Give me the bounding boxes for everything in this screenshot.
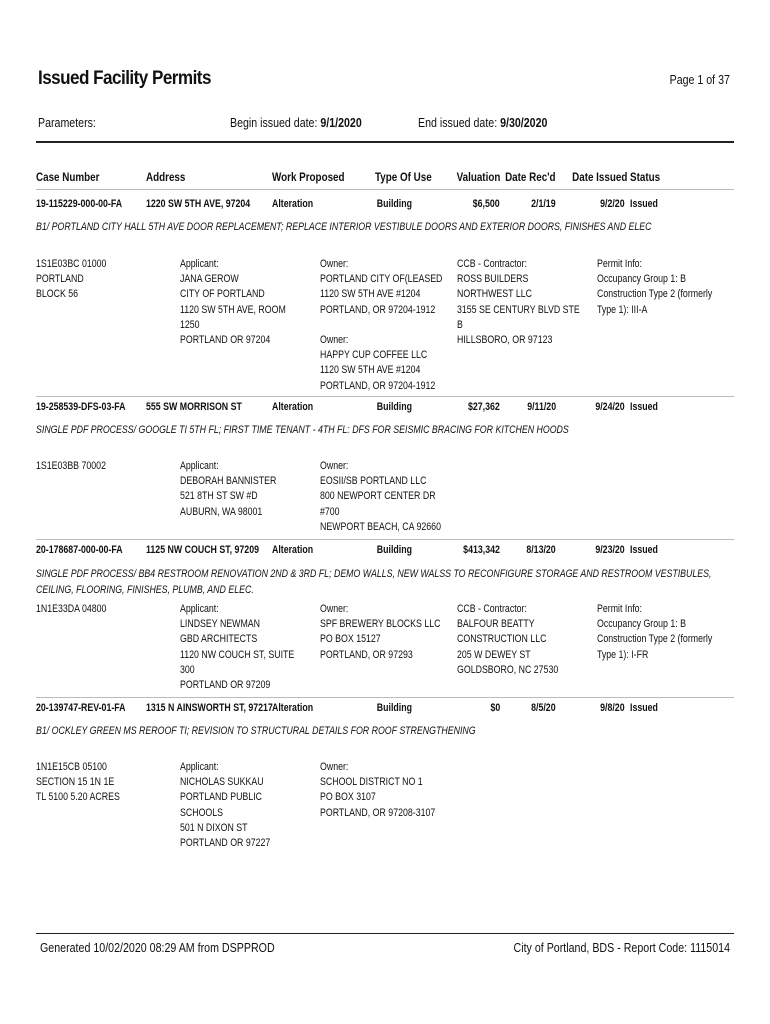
property-line: 1N1E33DA 04800: [36, 603, 107, 615]
contractor-line: ROSS BUILDERS: [457, 273, 529, 286]
owner-info: [320, 760, 435, 821]
applicant-line: Applicant:: [180, 761, 219, 773]
header-rule: [36, 141, 734, 143]
end-date-label: End issued date:: [418, 116, 498, 130]
col-case-number: Case Number: [36, 170, 100, 184]
owner-line: SCHOOL DISTRICT NO 1: [320, 776, 423, 789]
permit-description: SINGLE PDF PROCESS/ GOOGLE TI 5TH FL; FIRST TIME TENANT - 4TH FL: DFS FOR SEISMIC BRACING FOR KITCHEN HOODS: [36, 424, 569, 436]
owner-line: PORTLAND, OR 97208-3107: [320, 806, 436, 819]
owner-line: EOSII/SB PORTLAND LLC: [320, 475, 427, 488]
work-proposed: Alteration: [272, 198, 314, 210]
page-number: Page 1 of 37: [669, 73, 730, 87]
report-source: City of Portland, BDS - Report Code: 1115014: [513, 940, 730, 955]
property-line: TL 5100 5.20 ACRES: [36, 791, 120, 804]
case-number: 19-258539-DFS-03-FA: [36, 401, 126, 413]
owner-line: Owner:: [320, 761, 349, 773]
applicant-line: 300: [180, 663, 195, 676]
applicant-line: Applicant:: [180, 258, 219, 270]
valuation: $0: [490, 702, 500, 714]
owner-line: PO BOX 15127: [320, 633, 381, 646]
permit-info-line: Construction Type 2 (formerly: [597, 633, 713, 646]
owner-line: #700: [320, 505, 340, 518]
applicant-line: CITY OF PORTLAND: [180, 288, 265, 301]
begin-date-label: Begin issued date:: [230, 116, 318, 130]
owner-spacer: [320, 318, 442, 333]
applicant-line: GBD ARCHITECTS: [180, 633, 258, 646]
type-of-use: Building: [376, 544, 412, 556]
date-received: 2/1/19: [531, 198, 556, 210]
footer-rule: [36, 933, 734, 934]
permit-description: B1/ PORTLAND CITY HALL 5TH AVE DOOR REPLACEMENT; REPLACE INTERIOR VESTIBULE DOORS AND EXTERIOR DOORS, FINISHES AND ELEC: [36, 221, 652, 233]
owner-line: SPF BREWERY BLOCKS LLC: [320, 618, 441, 631]
type-of-use: Building: [376, 702, 412, 714]
owner-line: 1120 SW 5TH AVE #1204: [320, 288, 421, 301]
applicant-info: [180, 459, 276, 520]
status: Issued: [630, 198, 658, 210]
col-date-recd: Date Rec'd: [505, 170, 556, 184]
applicant-line: SCHOOLS: [180, 806, 224, 819]
property-line: 1S1E03BB 70002: [36, 460, 106, 472]
owner-line: 1120 SW 5TH AVE #1204: [320, 364, 421, 377]
record-divider: [36, 396, 734, 397]
applicant-info: [180, 602, 294, 693]
owner-line: 800 NEWPORT CENTER DR: [320, 490, 436, 503]
date-issued: 9/8/20: [600, 702, 625, 714]
address: 1315 N AINSWORTH ST, 97217: [146, 702, 273, 714]
applicant-line: 1120 SW 5TH AVE, ROOM: [180, 303, 286, 316]
permit-info-line: Construction Type 2 (formerly: [597, 288, 713, 301]
owner-line: PORTLAND, OR 97204-1912: [320, 303, 436, 316]
owner-line: PORTLAND, OR 97204-1912: [320, 379, 436, 392]
contractor-line: BALFOUR BEATTY: [457, 618, 535, 631]
applicant-line: NICHOLAS SUKKAU: [180, 776, 264, 789]
contractor-line: CCB - Contractor:: [457, 603, 527, 615]
valuation: $413,342: [463, 544, 500, 556]
date-received: 9/11/20: [527, 401, 556, 413]
record-divider: [36, 539, 734, 540]
permit-info-line: Permit Info:: [597, 258, 642, 270]
applicant-line: PORTLAND OR 97227: [180, 837, 271, 850]
report-title: Issued Facility Permits: [38, 68, 211, 89]
owner-line: PORTLAND CITY OF(LEASED: [320, 273, 443, 286]
address: 1220 SW 5TH AVE, 97204: [146, 198, 251, 210]
property-line: 1N1E15CB 05100: [36, 761, 107, 773]
case-number: 20-178687-000-00-FA: [36, 544, 123, 556]
property-info: [36, 257, 106, 303]
permit-info-line: Type 1): I-FR: [597, 648, 649, 661]
applicant-line: DEBORAH BANNISTER: [180, 475, 277, 488]
work-proposed: Alteration: [272, 544, 314, 556]
owner-line: Owner:: [320, 460, 349, 472]
applicant-line: LINDSEY NEWMAN: [180, 618, 261, 631]
col-status: Status: [630, 170, 661, 184]
valuation: $27,362: [468, 401, 500, 413]
case-number: 19-115229-000-00-FA: [36, 198, 123, 210]
applicant-line: Applicant:: [180, 603, 219, 615]
date-received: 8/13/20: [526, 544, 556, 556]
owner-line: PO BOX 3107: [320, 791, 376, 804]
applicant-line: Applicant:: [180, 460, 219, 472]
address: 1125 NW COUCH ST, 97209: [146, 544, 259, 556]
owner-line: NEWPORT BEACH, CA 92660: [320, 520, 441, 533]
generated-info: Generated 10/02/2020 08:29 AM from DSPPROD: [40, 940, 275, 955]
permit-info-line: Occupancy Group 1: B: [597, 618, 687, 631]
col-date-issued: Date Issued: [571, 170, 627, 184]
contractor-info: [457, 257, 580, 348]
permit-info-line: Occupancy Group 1: B: [597, 273, 687, 286]
contractor-line: 3155 SE CENTURY BLVD STE: [457, 303, 580, 316]
contractor-line: 205 W DEWEY ST: [457, 648, 531, 661]
begin-date-param: [230, 116, 362, 130]
owner-line: HAPPY CUP COFFEE LLC: [320, 349, 428, 362]
permit-info: [597, 602, 712, 663]
owner-line: Owner:: [320, 258, 349, 270]
property-line: SECTION 15 1N 1E: [36, 776, 115, 789]
case-number: 20-139747-REV-01-FA: [36, 702, 126, 714]
begin-date-value: 9/1/2020: [320, 116, 362, 130]
valuation: $6,500: [473, 198, 500, 210]
col-valuation: Valuation: [456, 170, 500, 184]
status: Issued: [630, 401, 658, 413]
end-date-param: [418, 116, 547, 130]
owner-line: Owner:: [320, 334, 349, 346]
date-issued: 9/23/20: [595, 544, 625, 556]
property-info: [36, 760, 120, 806]
contractor-info: [457, 602, 558, 678]
property-info: [36, 459, 106, 474]
contractor-line: HILLSBORO, OR 97123: [457, 334, 553, 347]
status: Issued: [630, 702, 658, 714]
property-line: PORTLAND: [36, 273, 84, 286]
owner-info: [320, 459, 441, 535]
contractor-line: B: [457, 318, 463, 331]
property-line: BLOCK 56: [36, 288, 79, 301]
contractor-line: CCB - Contractor:: [457, 258, 527, 270]
date-received: 8/5/20: [531, 702, 556, 714]
header-underline: [36, 189, 734, 190]
permit-info: [597, 257, 712, 318]
property-line: 1S1E03BC 01000: [36, 258, 107, 270]
col-type-of-use: Type Of Use: [375, 170, 432, 184]
applicant-line: PORTLAND OR 97204: [180, 334, 271, 347]
applicant-info: [180, 760, 270, 851]
col-address: Address: [146, 170, 186, 184]
applicant-line: 1250: [180, 318, 200, 331]
type-of-use: Building: [376, 401, 412, 413]
work-proposed: Alteration: [272, 401, 314, 413]
permit-info-line: Permit Info:: [597, 603, 642, 615]
applicant-line: 501 N DIXON ST: [180, 821, 248, 834]
owner-line: Owner:: [320, 603, 349, 615]
applicant-line: JANA GEROW: [180, 273, 239, 286]
date-issued: 9/2/20: [600, 198, 625, 210]
applicant-line: PORTLAND PUBLIC: [180, 791, 262, 804]
record-divider: [36, 697, 734, 698]
property-info: [36, 602, 106, 617]
applicant-info: [180, 257, 286, 348]
contractor-line: CONSTRUCTION LLC: [457, 633, 547, 646]
permit-info-line: Type 1): III-A: [597, 303, 648, 316]
applicant-line: 1120 NW COUCH ST, SUITE: [180, 648, 295, 661]
applicant-line: AUBURN, WA 98001: [180, 505, 263, 518]
owner-line: PORTLAND, OR 97293: [320, 648, 413, 661]
date-issued: 9/24/20: [595, 401, 625, 413]
permit-description: B1/ OCKLEY GREEN MS REROOF TI; REVISION TO STRUCTURAL DETAILS FOR ROOF STRENGTHENING: [36, 725, 476, 737]
end-date-value: 9/30/2020: [500, 116, 548, 130]
contractor-line: GOLDSBORO, NC 27530: [457, 663, 559, 676]
parameters-label: Parameters:: [38, 116, 96, 130]
type-of-use: Building: [376, 198, 412, 210]
address: 555 SW MORRISON ST: [146, 401, 242, 413]
applicant-line: 521 8TH ST SW #D: [180, 490, 258, 503]
contractor-line: NORTHWEST LLC: [457, 288, 532, 301]
col-work-proposed: Work Proposed: [272, 170, 345, 184]
owner-info: [320, 257, 442, 394]
applicant-line: PORTLAND OR 97209: [180, 679, 271, 692]
status: Issued: [630, 544, 658, 556]
permit-description: SINGLE PDF PROCESS/ BB4 RESTROOM RENOVATION 2ND & 3RD FL; DEMO WALLS, NEW WALSS TO RECONFIGURE STORAGE AND RESTROOM VESTIBULES, CEILING, FLOORING, FINISHES, PLUMB, AND ELEC.: [36, 568, 712, 596]
owner-info: [320, 602, 440, 663]
work-proposed: Alteration: [272, 702, 314, 714]
